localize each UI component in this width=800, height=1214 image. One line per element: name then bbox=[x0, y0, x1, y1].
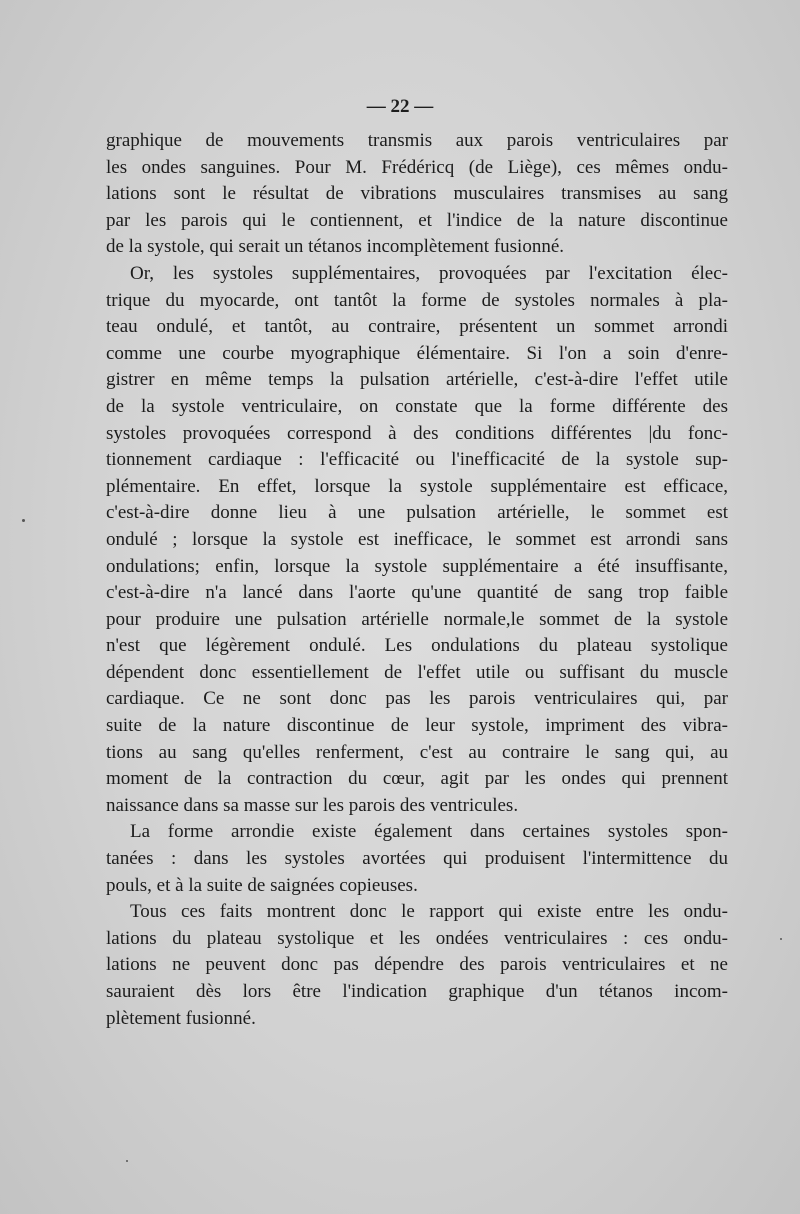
text-line: moment de la contraction du cœur, agit par les ondes qui prennent bbox=[106, 768, 728, 790]
text-line: comme une courbe myographique élémentaire. Si l'on a soin d'enre- bbox=[106, 342, 728, 364]
text-line: de la systole, qui serait un tétanos incomplètement fusionné. bbox=[106, 236, 565, 258]
text-line: trique du myocarde, ont tantôt la forme de systoles normales à pla- bbox=[106, 289, 728, 311]
paper-speck bbox=[22, 519, 25, 522]
text-line: de la systole ventriculaire, on constate que la forme différente des bbox=[106, 395, 728, 417]
text-line: c'est-à-dire donne lieu à une pulsation artérielle, le sommet est bbox=[106, 502, 728, 524]
text-line: pour produire une pulsation artérielle normale,le sommet de la systole bbox=[106, 608, 728, 630]
text-line: tanées : dans les systoles avortées qui produisent l'intermittence du bbox=[106, 848, 728, 870]
text-line: teau ondulé, et tantôt, au contraire, présentent un sommet arrondi bbox=[106, 316, 728, 338]
text-line: n'est que légèrement ondulé. Les ondulations du plateau systolique bbox=[106, 635, 728, 657]
text-line: ondulé ; lorsque la systole est inefficace, le sommet est arrondi sans bbox=[106, 528, 728, 550]
text-line: Tous ces faits montrent donc le rapport qui existe entre les ondu- bbox=[130, 901, 728, 923]
paragraph-1 bbox=[106, 128, 728, 261]
text-line: lations du plateau systolique et les ondées ventriculaires : ces ondu- bbox=[106, 927, 728, 949]
page-number: — 22 — bbox=[366, 96, 434, 117]
text-line: naissance dans sa masse sur les parois des ventricules. bbox=[106, 794, 519, 816]
text-line: dépendent donc essentiellement de l'effet utile ou suffisant du muscle bbox=[106, 661, 728, 683]
text-line: plètement fusionné. bbox=[106, 1007, 256, 1029]
text-line: tionnement cardiaque : l'efficacité ou l'inefficacité de la systole sup- bbox=[106, 449, 728, 471]
text-line: c'est-à-dire n'a lancé dans l'aorte qu'une quantité de sang trop faible bbox=[106, 582, 728, 604]
text-line: plémentaire. En effet, lorsque la systole supplémentaire est efficace, bbox=[106, 475, 728, 497]
text-line: La forme arrondie existe également dans certaines systoles spon- bbox=[130, 821, 728, 843]
text-line: les ondes sanguines. Pour M. Frédéricq (de Liège), ces mêmes ondu- bbox=[106, 156, 728, 178]
paper-speck bbox=[126, 1160, 128, 1162]
text-line: ondulations; enfin, lorsque la systole supplémentaire a été insuffisante, bbox=[106, 555, 728, 577]
text-line: tions au sang qu'elles renferment, c'est au contraire le sang qui, au bbox=[106, 741, 728, 763]
text-line: lations ne peuvent donc pas dépendre des parois ventriculaires et ne bbox=[106, 954, 728, 976]
paragraph-3 bbox=[106, 819, 728, 899]
text-line: systoles provoquées correspond à des conditions différentes |du fonc- bbox=[106, 422, 728, 444]
text-line: gistrer en même temps la pulsation artérielle, c'est-à-dire l'effet utile bbox=[106, 369, 728, 391]
text-line: suite de la nature discontinue de leur systole, impriment des vibra- bbox=[106, 715, 728, 737]
body-text bbox=[106, 128, 728, 1032]
text-line: par les parois qui le contiennent, et l'indice de la nature discontinue bbox=[106, 209, 728, 231]
text-line: Or, les systoles supplémentaires, provoquées par l'excitation élec- bbox=[130, 262, 728, 284]
paper-speck bbox=[780, 938, 782, 940]
text-line: lations sont le résultat de vibrations musculaires transmises au sang bbox=[106, 183, 728, 205]
paragraph-2 bbox=[106, 261, 728, 819]
text-line: graphique de mouvements transmis aux parois ventriculaires par bbox=[106, 130, 728, 151]
text-line: cardiaque. Ce ne sont donc pas les parois ventriculaires qui, par bbox=[106, 688, 728, 710]
text-line: pouls, et à la suite de saignées copieuses. bbox=[106, 874, 418, 896]
text-line: sauraient dès lors être l'indication graphique d'un tétanos incom- bbox=[106, 981, 728, 1002]
paragraph-4 bbox=[106, 899, 728, 1032]
